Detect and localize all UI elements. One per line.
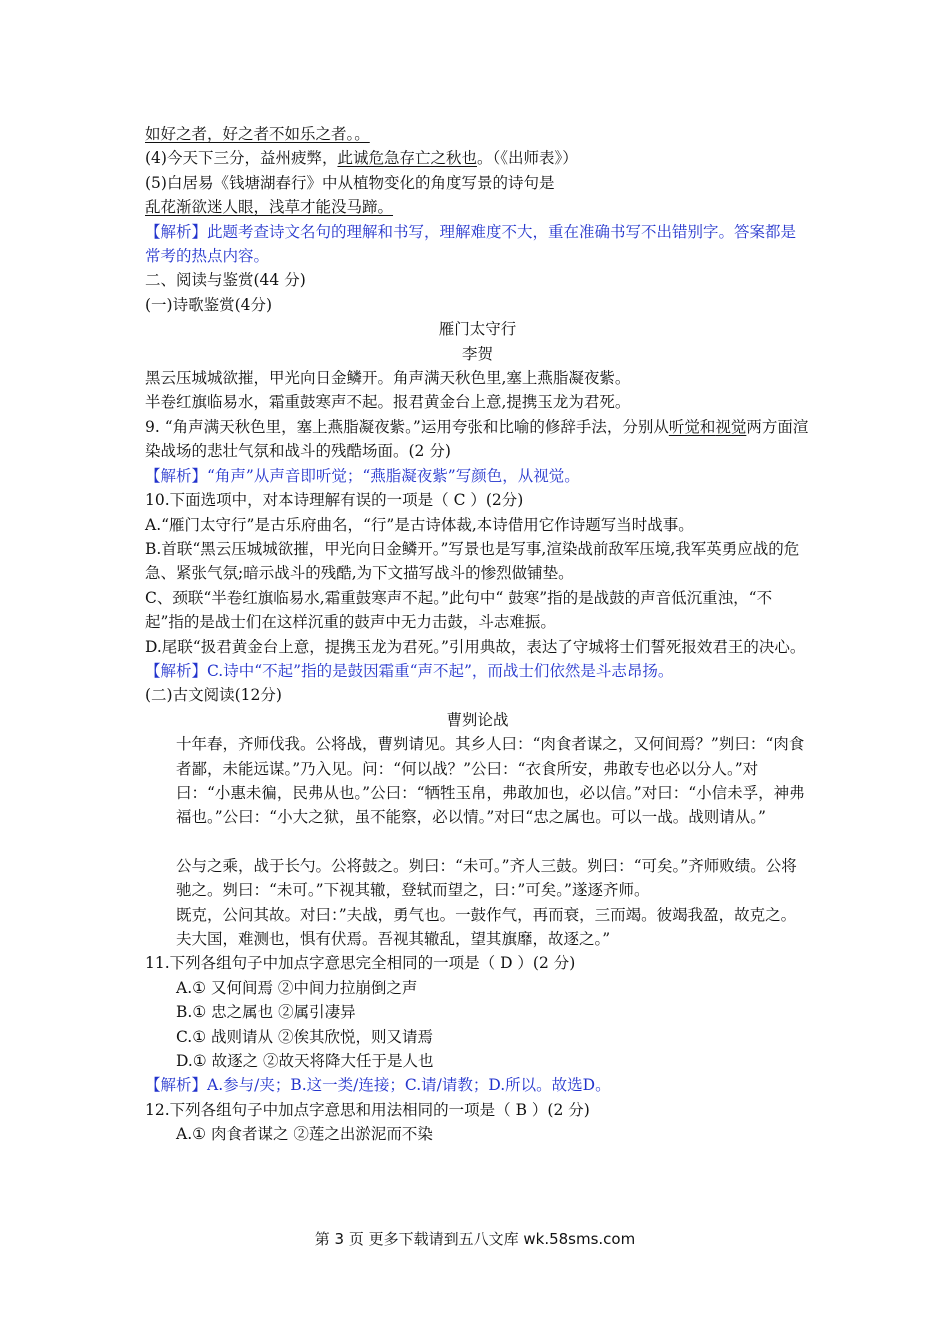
- option-b: B.首联“黑云压城城欲摧，甲光向日金鳞开。”写景也是写事,渲染战前敌军压境,我军英勇应战的危急、紧张气氛;暗示战斗的残酷,为下文描写战斗的惨烈做铺垫。: [145, 539, 800, 583]
- analysis-text: 【解析】此题考查诗文名句的理解和书写，理解难度不大，重在准确书写不出错别字。答案都是常考的热点内容。: [145, 222, 797, 266]
- option-c: C.① 战则请从 ②俟其欣悦，则又请焉: [176, 1027, 433, 1046]
- answer-text: 此诚危急存亡之秋也: [337, 149, 477, 168]
- subsection-heading: (二)古文阅读(12分): [145, 686, 282, 705]
- answer-text: 听觉和: [668, 417, 716, 436]
- analysis-text: 【解析】C.诗中“不起”指的是鼓因霜重“声不起”，而战士们依然是斗志昂扬。: [145, 661, 674, 680]
- prose-paragraph: 公与之乘，战于长勺。公将鼓之。刿曰：“未可。”齐人三鼓。刿曰：“可矣。”齐师败绩。公将驰之。刿曰：“未可。”下视其辙，登轼而望之，曰：”可矣。”遂逐齐师。: [176, 856, 797, 900]
- poem-line: 半卷红旗临易水，霜重鼓寒声不起。报君黄金台上意,提携玉龙为君死。: [145, 393, 631, 412]
- question-11: 11.下列各组句子中加点字意思完全相同的一项是（ D ）(2 分): [145, 954, 576, 973]
- question-12: 12.下列各组句子中加点字意思和用法相同的一项是（ B ）(2 分): [145, 1100, 590, 1119]
- subsection-heading: (一)诗歌鉴赏(4分): [145, 295, 273, 314]
- option-d: D.① 故逐之 ②故天将降大任于是人也: [176, 1052, 434, 1071]
- section-heading: 二、阅读与鉴赏(44 分): [145, 271, 306, 290]
- text-span: 两方面渲染战场的悲壮气氛和战斗的残酷场面。(2 分): [145, 417, 809, 461]
- option-d: D.尾联“扱君黄金台上意，提携玉龙为君死。”引用典故，表达了守城将士们誓死报效君王的决心。: [145, 637, 806, 656]
- question-10: 10.下面选项中，对本诗理解有误的一项是（ C ）(2分): [145, 491, 524, 510]
- text-span: (4)今天下三分，益州疲弊，: [145, 149, 338, 168]
- poem-title: 雁门太守行: [438, 320, 517, 339]
- document-body: [145, 122, 810, 1147]
- option-c: C、颈联“半卷红旗临易水,霜重鼓寒声不起。”此句中“ 鼓寒”指的是战鼓的声音低沉重浊，“不起”指的是战士们在这样沉重的鼓声中无力击鼓，斗志难振。: [145, 588, 773, 632]
- option-b: B.① 忠之属也 ②属引凄异: [176, 1003, 356, 1022]
- text-span: 9. “角声满天秋色里，塞上燕脂凝夜紫。”运用夸张和比喻的修辞手法，分别从: [145, 417, 669, 436]
- analysis-text: 【解析】“角声”从声音即听觉；“燕脂凝夜紫”写颜色，从视觉。: [145, 466, 580, 485]
- answer-text: 视觉: [715, 417, 747, 436]
- option-a: A.“雁门太守行”是古乐府曲名，“行”是古诗体裁,本诗借用它作诗题写当时战事。: [145, 515, 694, 534]
- prose-title: 曹刿论战: [446, 710, 509, 729]
- text-span: 。（《出师表》）: [476, 149, 578, 168]
- answer-text: 乱花渐欲迷人眼，浅草才能没马蹄。: [145, 198, 394, 217]
- page-footer: 第 3 页 更多下载请到五八文库 wk.58sms.com: [314, 1230, 636, 1248]
- option-a: A.① 肉食者谋之 ②莲之出淤泥而不染: [176, 1125, 433, 1144]
- prose-paragraph: 十年春，齐师伐我。公将战，曹刿请见。其乡人曰：“肉食者谋之，又何间焉？”刿曰：“肉食者鄙，未能远谋。”乃入见。问：“何以战？”公曰：“衣食所安，弗敢专也必以分人。”对曰：“小惠未徧，民弗从也。”公曰：“牺牲玉帛，弗敢加也，必以信。”对曰：“小信未孚，神弗福也。”公曰：“小大之狱，虽不能察，必以情。”对曰“忠之属也。可以一战。战则请从。”: [176, 735, 805, 827]
- question-9: [145, 415, 810, 464]
- poem-author: 李贺: [461, 344, 493, 363]
- prose-paragraph: 既克，公问其故。对曰：”夫战，勇气也。一鼓作气，再而衰，三而竭。彼竭我盈，故克之。夫大国，难测也，惧有伏焉。吾视其辙乱，望其旗靡，故逐之。”: [176, 905, 797, 948]
- option-a: A.① 又何间焉 ②中间力拉崩倒之声: [176, 978, 418, 997]
- text-line: [145, 146, 810, 170]
- text-line: (5)白居易《钱塘湖春行》中从植物变化的角度写景的诗句是: [145, 173, 555, 192]
- poem-line: 黑云压城城欲摧，甲光向日金鳞开。角声满天秋色里,塞上燕脂凝夜紫。: [145, 369, 631, 388]
- analysis-text: 【解析】A.参与/夹；B.这一类/连接；C.请/请教；D.所以。故选D。: [145, 1076, 611, 1095]
- text-line: 如好之者，好之者不如乐之者。。: [145, 125, 370, 143]
